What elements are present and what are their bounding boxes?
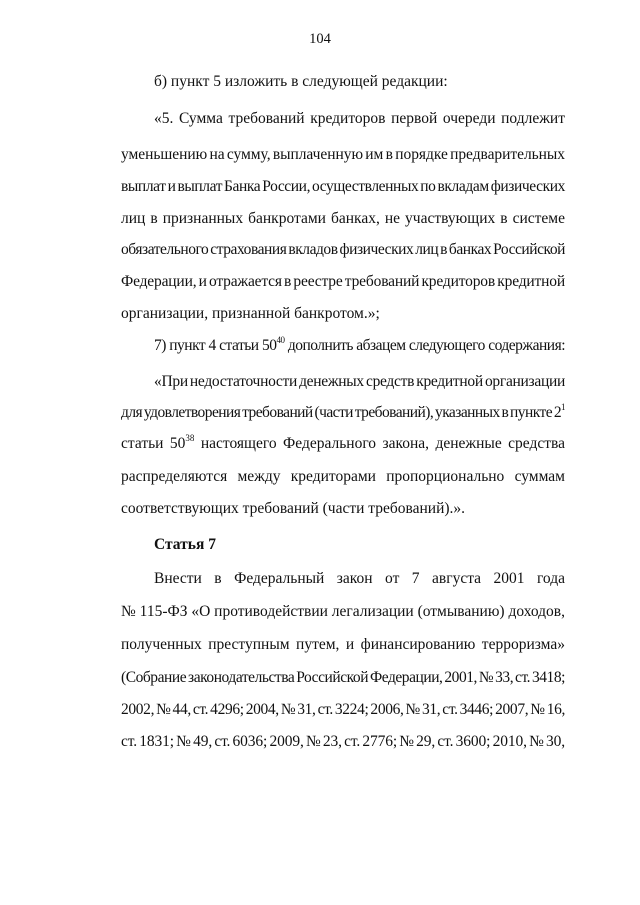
text-line bbox=[121, 435, 565, 453]
text-line bbox=[121, 210, 565, 228]
text-line bbox=[154, 570, 565, 588]
text-segment: лиц в признанных банкротами банках, не участвующих в системе bbox=[121, 210, 565, 227]
text-segment: статьи 50 bbox=[121, 435, 186, 452]
text-segment: 2002, № 44, ст. 4296; 2004, № 31, ст. 3224; 2006, № 31, ст. 3446; 2007, № 16, bbox=[121, 701, 565, 718]
text-segment: для удовлетворения требований (части требований), указанных в пункте 2 bbox=[121, 404, 562, 421]
text-segment: дополнить абзацем следующего содержания: bbox=[284, 337, 566, 354]
text-line bbox=[121, 273, 565, 291]
superscript: 38 bbox=[185, 433, 195, 443]
text-line bbox=[121, 603, 565, 621]
text-segment: 7) пункт 4 статьи 50 bbox=[154, 337, 277, 354]
text-segment: (Собрание законодательства Российской Федерации, 2001, № 33, ст. 3418; bbox=[121, 669, 565, 686]
text-segment: «5. Сумма требований кредиторов первой очереди подлежит bbox=[154, 110, 565, 127]
text-segment: уменьшению на сумму, выплаченную им в порядке предварительных bbox=[121, 146, 565, 163]
text-segment: Внести в Федеральный закон от 7 августа 2001 года bbox=[154, 570, 565, 587]
text-line bbox=[154, 337, 565, 355]
text-segment: настоящего Федерального закона, денежные средства bbox=[194, 435, 565, 452]
text-line bbox=[121, 146, 565, 164]
section-heading bbox=[154, 536, 216, 554]
text-line bbox=[121, 305, 380, 323]
text-segment: № 115-ФЗ «О противодействии легализации (отмыванию) доходов, bbox=[121, 603, 565, 620]
text-line bbox=[121, 733, 565, 751]
text-line bbox=[121, 701, 565, 719]
text-segment: Федерации, и отражается в реестре требований кредиторов кредитной bbox=[121, 273, 565, 290]
text-segment: выплат и выплат Банка России, осуществленных по вкладам физических bbox=[121, 178, 565, 195]
text-line bbox=[121, 468, 565, 486]
text-segment: организации, признанной банкротом.»; bbox=[121, 305, 380, 322]
text-line bbox=[154, 73, 448, 91]
text-line bbox=[121, 178, 565, 196]
text-line bbox=[121, 669, 565, 687]
text-segment: распределяются между кредиторами пропорционально суммам bbox=[121, 468, 565, 485]
text-segment: Статья 7 bbox=[154, 536, 216, 553]
text-line bbox=[154, 373, 565, 391]
text-segment: соответствующих требований (части требований).». bbox=[121, 500, 466, 517]
superscript: 1 bbox=[561, 402, 565, 412]
text-segment: полученных преступным путем, и финансированию терроризма» bbox=[121, 636, 565, 653]
text-segment: б) пункт 5 изложить в следующей редакции: bbox=[154, 73, 448, 90]
text-line bbox=[121, 636, 565, 654]
text-line bbox=[154, 110, 565, 128]
text-line bbox=[121, 404, 565, 422]
page-number: 104 bbox=[309, 31, 331, 47]
text-line bbox=[121, 241, 565, 259]
text-segment: «При недостаточности денежных средств кредитной организации bbox=[154, 373, 565, 390]
text-segment: ст. 1831; № 49, ст. 6036; 2009, № 23, ст. 2776; № 29, ст. 3600; 2010, № 30, bbox=[121, 733, 565, 750]
text-segment: обязательного страхования вкладов физических лиц в банках Российской bbox=[121, 241, 565, 258]
text-line bbox=[121, 500, 465, 518]
superscript: 40 bbox=[276, 335, 285, 345]
